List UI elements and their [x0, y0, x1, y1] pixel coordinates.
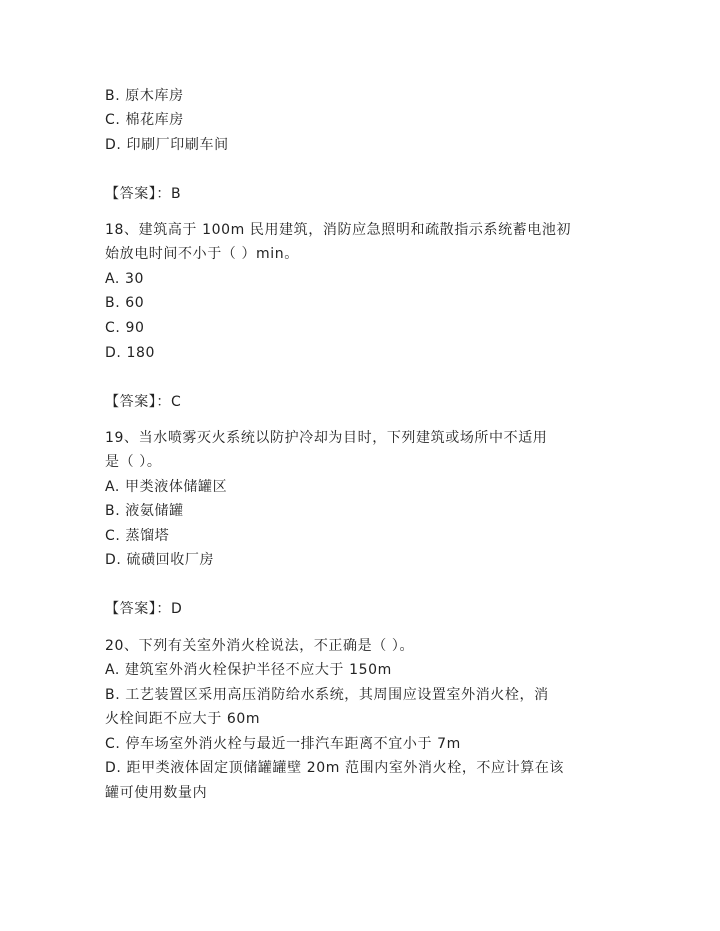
q20-option-c: C. 停车场室外消火栓与最近一排汽车距离不宜小于 7m	[105, 736, 461, 752]
q19-stem-line-2: 是（ ）。	[105, 454, 162, 470]
q20-option-d-line-2: 罐可使用数量内	[105, 785, 208, 801]
q17-option-c: C. 棉花库房	[105, 112, 184, 128]
q19-option-c: C. 蒸馏塔	[105, 528, 170, 544]
q20-option-d-line-1: D. 距甲类液体固定顶储罐罐壁 20m 范围内室外消火栓，不应计算在该	[105, 760, 565, 776]
q18-option-b: B. 60	[105, 295, 145, 311]
q17-answer: 【答案】：B	[105, 186, 182, 202]
q18-option-c: C. 90	[105, 320, 145, 336]
q19-option-d: D. 硫磺回收厂房	[105, 552, 215, 568]
q17-option-b: B. 原木库房	[105, 88, 184, 104]
q19-answer: 【答案】：D	[105, 601, 183, 617]
q20-option-b-line-1: B. 工艺装置区采用高压消防给水系统，其周围应设置室外消火栓，消	[105, 687, 549, 703]
q19-option-a: A. 甲类液体储罐区	[105, 479, 228, 495]
q18-stem-line-1: 18、建筑高于 100m 民用建筑，消防应急照明和疏散指示系统蓄电池初	[105, 222, 572, 238]
q18-answer: 【答案】：C	[105, 394, 182, 410]
q20-option-b-line-2: 火栓间距不应大于 60m	[105, 711, 261, 727]
q18-option-d: D. 180	[105, 345, 156, 361]
q20-option-a: A. 建筑室外消火栓保护半径不应大于 150m	[105, 662, 392, 678]
q17-option-d: D. 印刷厂印刷车间	[105, 137, 229, 153]
q19-stem-line-1: 19、当水喷雾灭火系统以防护冷却为目时，下列建筑或场所中不适用	[105, 430, 548, 446]
q19-option-b: B. 液氨储罐	[105, 503, 184, 519]
q18-option-a: A. 30	[105, 271, 145, 287]
q20-stem-line-1: 20、下列有关室外消火栓说法，不正确是（ ）。	[105, 638, 415, 654]
q18-stem-line-2: 始放电时间不小于（ ）min。	[105, 246, 299, 262]
